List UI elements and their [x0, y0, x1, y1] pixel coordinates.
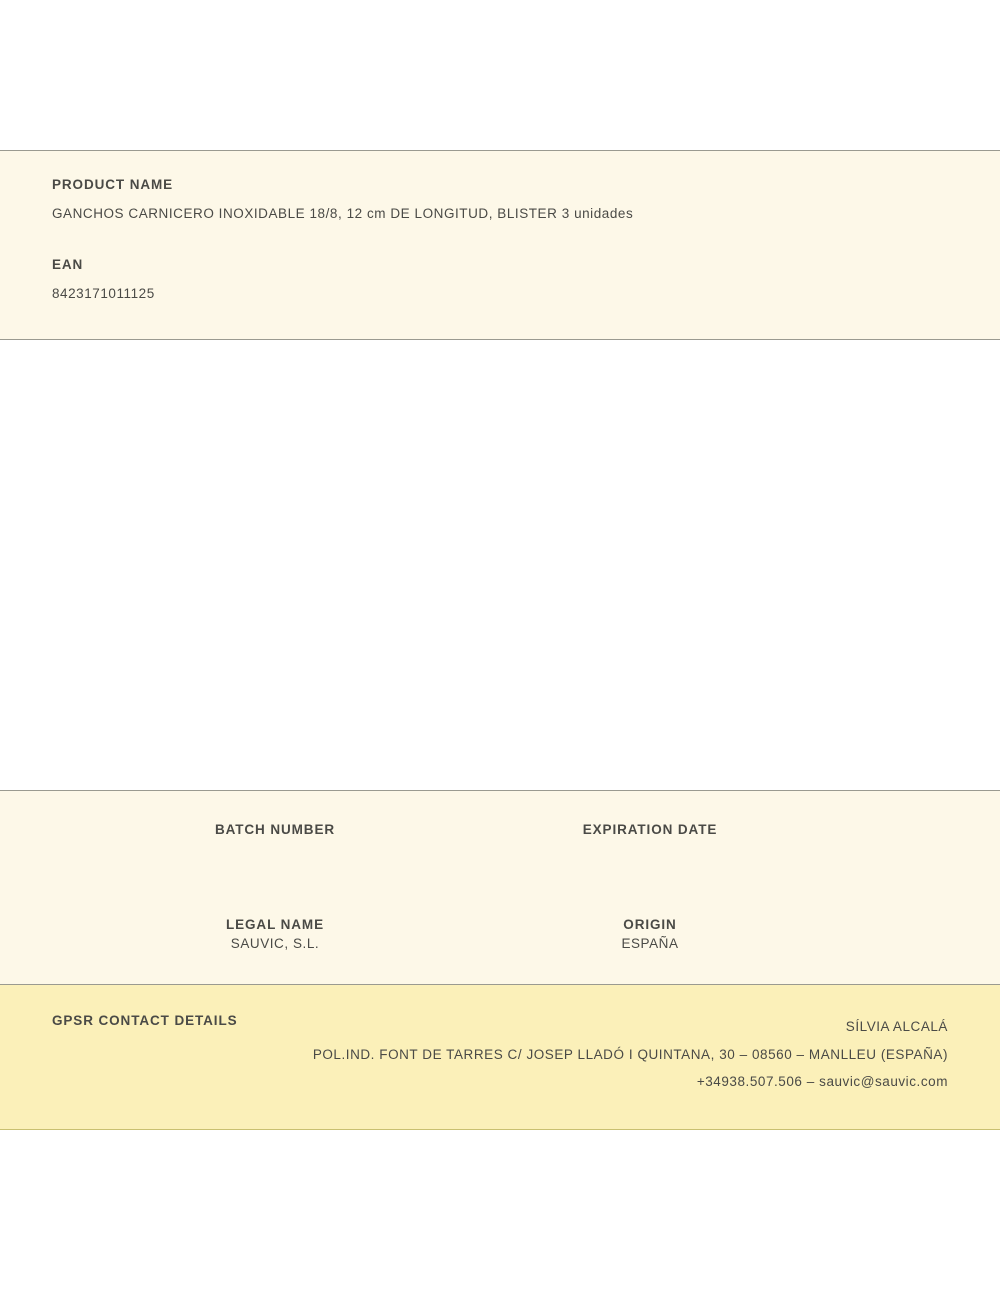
expiration-date-cell	[500, 821, 1000, 858]
gpsr-address: POL.IND. FONT DE TARRES C/ JOSEP LLADÓ I QUINTANA, 30 – 08560 – MANLLEU (ESPAÑA)	[312, 1046, 948, 1062]
product-name-field	[52, 177, 948, 221]
origin-label: ORIGIN	[623, 916, 677, 932]
gpsr-phone-email: +34938.507.506 – sauvic@sauvic.com	[696, 1074, 948, 1090]
legal-row	[0, 916, 1000, 954]
gpsr-contact-person: SÍLVIA ALCALÁ	[845, 1019, 948, 1034]
batch-number-label: BATCH NUMBER	[214, 822, 336, 837]
expiration-date-value	[500, 840, 800, 858]
gpsr-row	[52, 1013, 948, 1096]
batch-number-value	[50, 840, 500, 858]
gpsr-label: GPSR CONTACT DETAILS	[52, 1013, 238, 1028]
product-name-value: GANCHOS CARNICERO INOXIDABLE 18/8, 12 cm DE LONGITUD, BLISTER 3 unidades	[52, 206, 634, 221]
legal-name-cell	[0, 916, 500, 954]
batch-number-cell	[0, 821, 500, 858]
legal-name-label: LEGAL NAME	[225, 916, 324, 932]
top-whitespace	[0, 0, 1000, 150]
product-name-label: PRODUCT NAME	[52, 177, 174, 192]
expiration-date-label: EXPIRATION DATE	[582, 822, 718, 837]
ean-field	[52, 257, 948, 301]
gpsr-details	[238, 1013, 949, 1096]
origin-value: ESPAÑA	[621, 935, 679, 951]
gpsr-contact-section	[0, 985, 1000, 1130]
batch-row	[0, 821, 1000, 858]
blank-content-area	[0, 340, 1000, 790]
product-info-section	[0, 150, 1000, 340]
bottom-whitespace	[0, 1130, 1000, 1300]
origin-cell	[500, 916, 1000, 954]
ean-label: EAN	[52, 257, 84, 272]
batch-legal-section	[0, 790, 1000, 985]
ean-value: 8423171011125	[52, 286, 155, 301]
legal-name-value: SAUVIC, S.L.	[230, 935, 320, 951]
